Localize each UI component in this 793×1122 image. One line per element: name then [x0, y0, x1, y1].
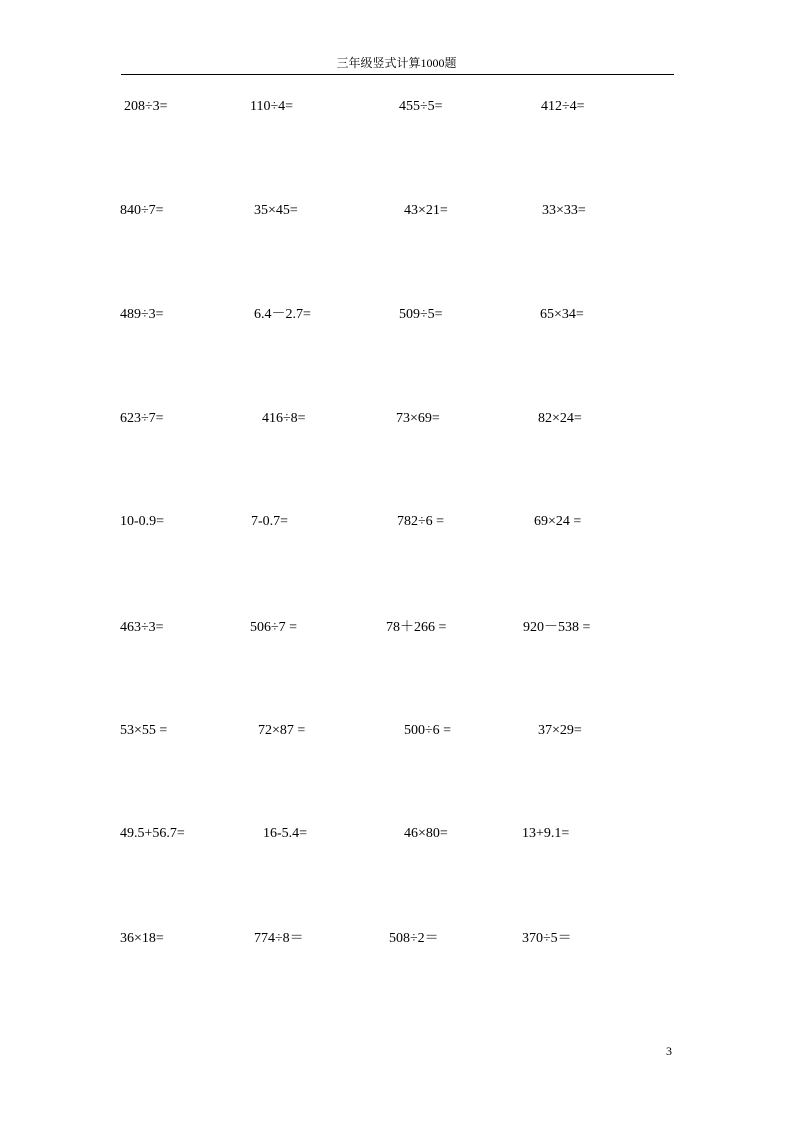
- header-divider: [121, 74, 674, 75]
- problem-item: 35×45=: [254, 203, 298, 218]
- problem-item: 500÷6 =: [404, 723, 452, 738]
- problem-item: 16-5.4=: [263, 826, 308, 841]
- problem-item: 10-0.9=: [120, 514, 165, 529]
- problem-item: 623÷7=: [120, 411, 164, 426]
- problem-item: 774÷8＝: [254, 931, 304, 946]
- problem-item: 412÷4=: [541, 99, 585, 114]
- problem-item: 72×87 =: [258, 723, 306, 738]
- problem-item: 416÷8=: [262, 411, 306, 426]
- problem-item: 7-0.7=: [251, 514, 289, 529]
- problem-item: 65×34=: [540, 307, 584, 322]
- problem-item: 78＋266 =: [386, 620, 447, 635]
- problem-item: 82×24=: [538, 411, 582, 426]
- problem-item: 370÷5＝: [522, 931, 572, 946]
- problem-item: 840÷7=: [120, 203, 164, 218]
- problem-item: 69×24 =: [534, 514, 582, 529]
- problem-item: 13+9.1=: [522, 826, 570, 841]
- problem-item: 33×33=: [542, 203, 586, 218]
- page-number: 3: [666, 1044, 672, 1058]
- problem-item: 508÷2＝: [389, 931, 439, 946]
- problem-item: 509÷5=: [399, 307, 443, 322]
- problem-item: 43×21=: [404, 203, 448, 218]
- problem-item: 506÷7 =: [250, 620, 298, 635]
- problem-item: 6.4－2.7=: [254, 307, 311, 322]
- problem-item: 37×29=: [538, 723, 582, 738]
- problem-item: 46×80=: [404, 826, 448, 841]
- problem-item: 208÷3=: [124, 99, 168, 114]
- problem-item: 920－538 =: [523, 620, 591, 635]
- problem-item: 110÷4=: [250, 99, 294, 114]
- problem-item: 782÷6 =: [397, 514, 445, 529]
- problem-item: 36×18=: [120, 931, 164, 946]
- header-title: 三年级竖式计算1000题: [336, 56, 457, 70]
- problem-item: 455÷5=: [399, 99, 443, 114]
- problem-item: 73×69=: [396, 411, 440, 426]
- problem-item: 49.5+56.7=: [120, 826, 185, 841]
- problem-item: 489÷3=: [120, 307, 164, 322]
- problem-item: 53×55 =: [120, 723, 168, 738]
- problem-item: 463÷3=: [120, 620, 164, 635]
